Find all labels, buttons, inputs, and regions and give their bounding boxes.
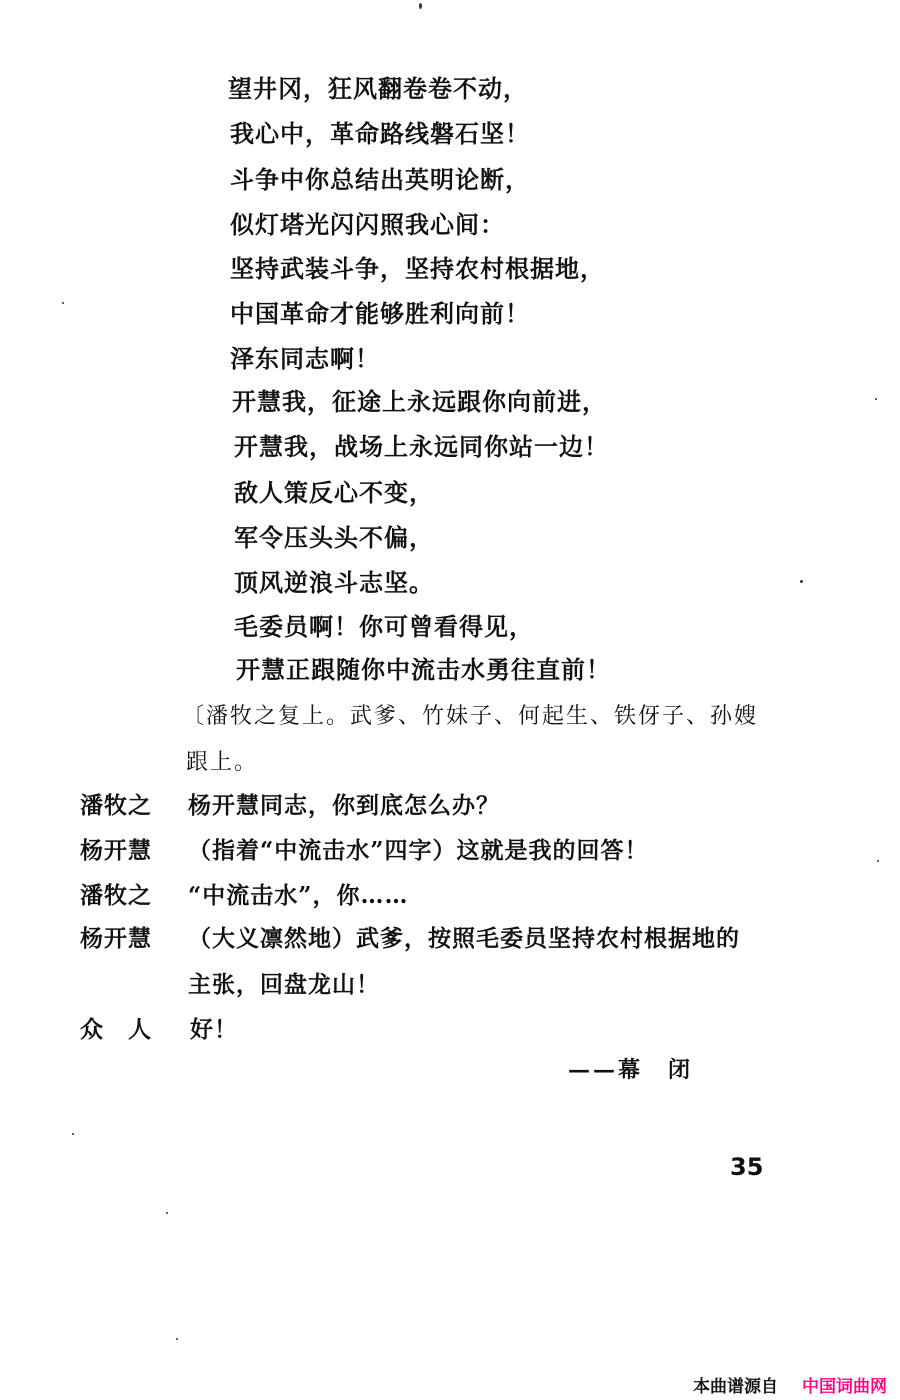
stage-direction: 跟上。 [186, 750, 259, 775]
scan-speck [800, 580, 803, 583]
verse-line: 似灯塔光闪闪照我心间： [230, 210, 505, 239]
speaker-name: 杨开慧 [80, 838, 152, 864]
speech-text: 好！ [190, 1016, 238, 1043]
verse-line: 泽东同志啊！ [230, 344, 380, 373]
speaker-name: 潘牧之 [80, 883, 152, 909]
scan-speck [176, 1338, 178, 1340]
verse-line: 开慧正跟随你中流击水勇往直前！ [236, 655, 611, 684]
speech-text: 杨开慧同志，你到底怎么办？ [188, 792, 500, 819]
verse-line: 军令压头头不偏， [234, 523, 434, 552]
verse-line: 敌人策反心不变， [234, 478, 434, 507]
scan-speck [62, 302, 64, 304]
verse-line: 开慧我，征途上永远跟你向前进， [232, 387, 607, 416]
verse-line: 顶风逆浪斗志坚。 [234, 568, 434, 597]
page-number: 35 [730, 1153, 764, 1181]
scan-speck [166, 1212, 168, 1214]
verse-line: 望井冈，狂风翻卷卷不动， [228, 74, 528, 103]
watermark-source-label: 本曲谱源自 [693, 1377, 778, 1397]
verse-line: 坚持武装斗争，坚持农村根据地， [230, 254, 605, 283]
speech-text: （大义凛然地）武爹，按照毛委员坚持农村根据地的 [188, 925, 740, 952]
speech-text: （指着“中流击水”四字）这就是我的回答！ [188, 837, 649, 864]
verse-line: 我心中，革命路线磐石坚！ [230, 119, 530, 148]
watermark-site-link[interactable]: 中国词曲网 [802, 1377, 887, 1397]
verse-line: 毛委员啊！你可曾看得见， [234, 612, 534, 641]
speaker-name: 潘牧之 [80, 793, 152, 819]
verse-line: 斗争中你总结出英明论断， [230, 165, 530, 194]
speech-text: 主张，回盘龙山！ [188, 971, 380, 998]
curtain-closes: ——幕 闭 [568, 1057, 694, 1083]
verse-line: 中国革命才能够胜利向前！ [230, 299, 530, 328]
scan-speck [877, 860, 879, 862]
scan-speck [72, 1133, 74, 1135]
stage-direction: 〔潘牧之复上。武爹、竹妹子、何起生、铁伢子、孙嫂 [182, 704, 759, 729]
scan-speck [419, 3, 422, 9]
verse-line: 开慧我，战场上永远同你站一边！ [234, 432, 609, 461]
scan-speck [875, 398, 877, 400]
speaker-name: 众 人 [80, 1017, 152, 1043]
speaker-name: 杨开慧 [80, 926, 152, 952]
speech-text: “中流击水”，你…… [188, 882, 409, 909]
